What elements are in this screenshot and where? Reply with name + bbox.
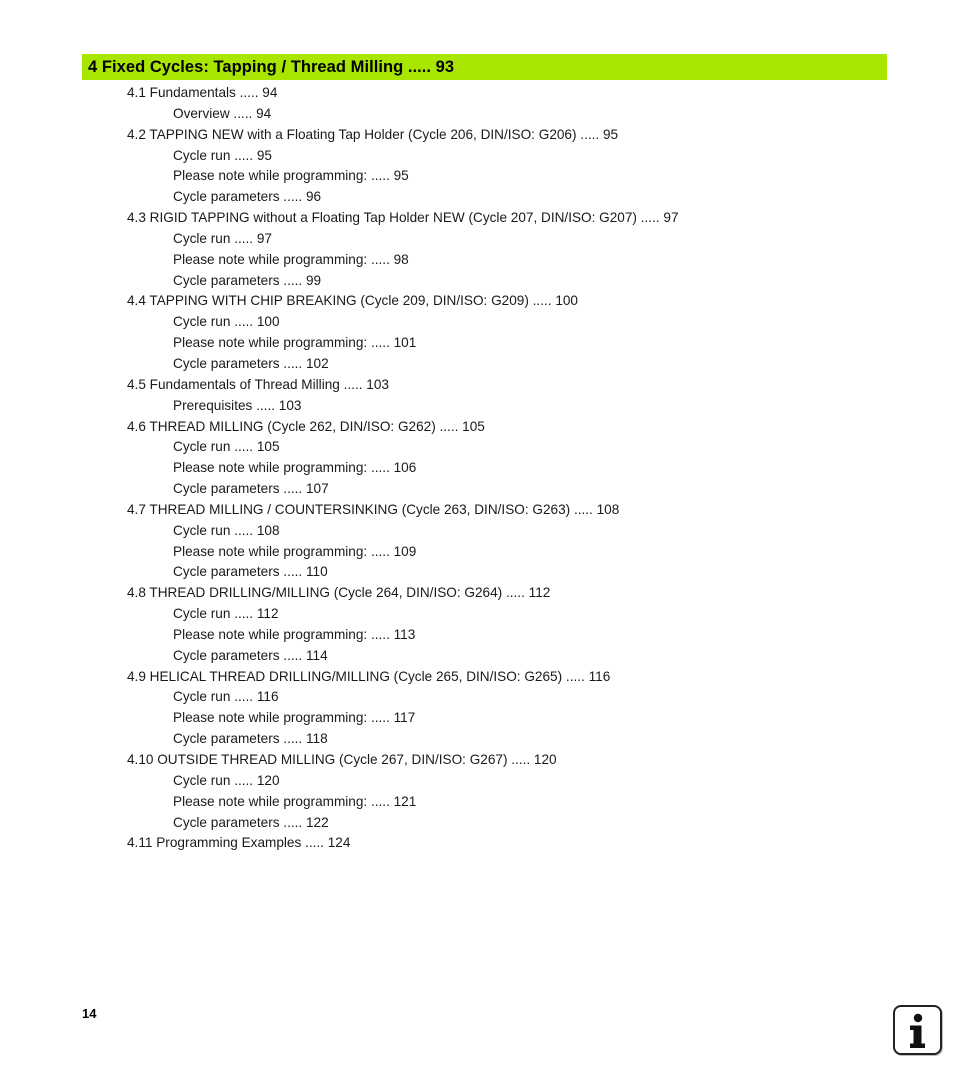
toc-subsection-entry[interactable]: Cycle run ..... 105 — [173, 439, 280, 455]
toc-subsection-entry[interactable]: Cycle run ..... 97 — [173, 230, 272, 246]
toc-subsection-entry[interactable]: Please note while programming: ..... 109 — [173, 543, 417, 559]
toc-subsection-entry[interactable]: Cycle parameters ..... 122 — [173, 814, 329, 830]
toc-section-entry[interactable]: 4.1 Fundamentals ..... 94 — [127, 85, 278, 100]
toc-section-entry[interactable]: 4.11 Programming Examples ..... 124 — [127, 835, 351, 851]
chapter-title[interactable]: 4 Fixed Cycles: Tapping / Thread Milling ..... 93 — [88, 57, 455, 76]
toc-subsection-entry[interactable]: Please note while programming: ..... 117 — [173, 710, 416, 726]
toc-section-entry[interactable]: 4.8 THREAD DRILLING/MILLING (Cycle 264, DIN/ISO: G264) ..... 112 — [127, 585, 551, 601]
toc-section-entry[interactable]: 4.7 THREAD MILLING / COUNTERSINKING (Cycle 263, DIN/ISO: G263) ..... 108 — [127, 501, 620, 517]
toc-subsection-entry[interactable]: Cycle run ..... 100 — [173, 314, 280, 330]
toc-subsection-entry[interactable]: Cycle parameters ..... 96 — [173, 189, 322, 205]
table-of-contents — [0, 83, 954, 854]
toc-subsection-entry[interactable]: Cycle run ..... 116 — [173, 689, 279, 705]
toc-section-entry[interactable]: 4.2 TAPPING NEW with a Floating Tap Holder (Cycle 206, DIN/ISO: G206) ..... 95 — [127, 126, 619, 142]
toc-subsection-entry[interactable]: Please note while programming: ..... 106 — [173, 460, 417, 476]
toc-subsection-entry[interactable]: Cycle run ..... 95 — [173, 147, 272, 163]
toc-subsection-entry[interactable]: Prerequisites ..... 103 — [173, 397, 302, 413]
page-number: 14 — [82, 1006, 97, 1021]
toc-subsection-entry[interactable]: Cycle parameters ..... 114 — [173, 647, 328, 663]
toc-subsection-entry[interactable]: Please note while programming: ..... 121 — [173, 793, 417, 809]
info-icon[interactable] — [893, 1005, 942, 1055]
toc-subsection-entry[interactable]: Cycle run ..... 108 — [173, 522, 280, 538]
toc-section-entry[interactable]: 4.5 Fundamentals of Thread Milling ..... 103 — [127, 376, 389, 392]
toc-section-entry[interactable]: 4.6 THREAD MILLING (Cycle 262, DIN/ISO: G262) ..... 105 — [127, 418, 485, 434]
toc-subsection-entry[interactable]: Cycle parameters ..... 107 — [173, 481, 329, 497]
info-glyph-icon — [895, 1007, 940, 1053]
toc-section-entry[interactable]: 4.9 HELICAL THREAD DRILLING/MILLING (Cycle 265, DIN/ISO: G265) ..... 116 — [127, 668, 611, 684]
toc-subsection-entry[interactable]: Cycle run ..... 112 — [173, 606, 279, 622]
toc-subsection-entry[interactable]: Cycle parameters ..... 102 — [173, 355, 329, 371]
toc-subsection-entry[interactable]: Cycle run ..... 120 — [173, 772, 280, 788]
toc-section-entry[interactable]: 4.4 TAPPING WITH CHIP BREAKING (Cycle 209, DIN/ISO: G209) ..... 100 — [127, 293, 578, 309]
toc-subsection-entry[interactable]: Overview ..... 94 — [173, 105, 272, 121]
toc-section-entry[interactable]: 4.3 RIGID TAPPING without a Floating Tap Holder NEW (Cycle 207, DIN/ISO: G207) ..... 97 — [127, 210, 679, 226]
toc-subsection-entry[interactable]: Cycle parameters ..... 99 — [173, 272, 322, 288]
toc-subsection-entry[interactable]: Please note while programming: ..... 95 — [173, 168, 409, 184]
chapter-heading-bar — [82, 54, 887, 80]
toc-subsection-entry[interactable]: Cycle parameters ..... 110 — [173, 564, 328, 580]
toc-subsection-entry[interactable]: Please note while programming: ..... 113 — [173, 626, 416, 642]
toc-subsection-entry[interactable]: Please note while programming: ..... 101 — [173, 335, 417, 351]
toc-subsection-entry[interactable]: Please note while programming: ..... 98 — [173, 251, 409, 267]
toc-section-entry[interactable]: 4.10 OUTSIDE THREAD MILLING (Cycle 267, DIN/ISO: G267) ..... 120 — [127, 752, 557, 767]
toc-subsection-entry[interactable]: Cycle parameters ..... 118 — [173, 731, 328, 747]
